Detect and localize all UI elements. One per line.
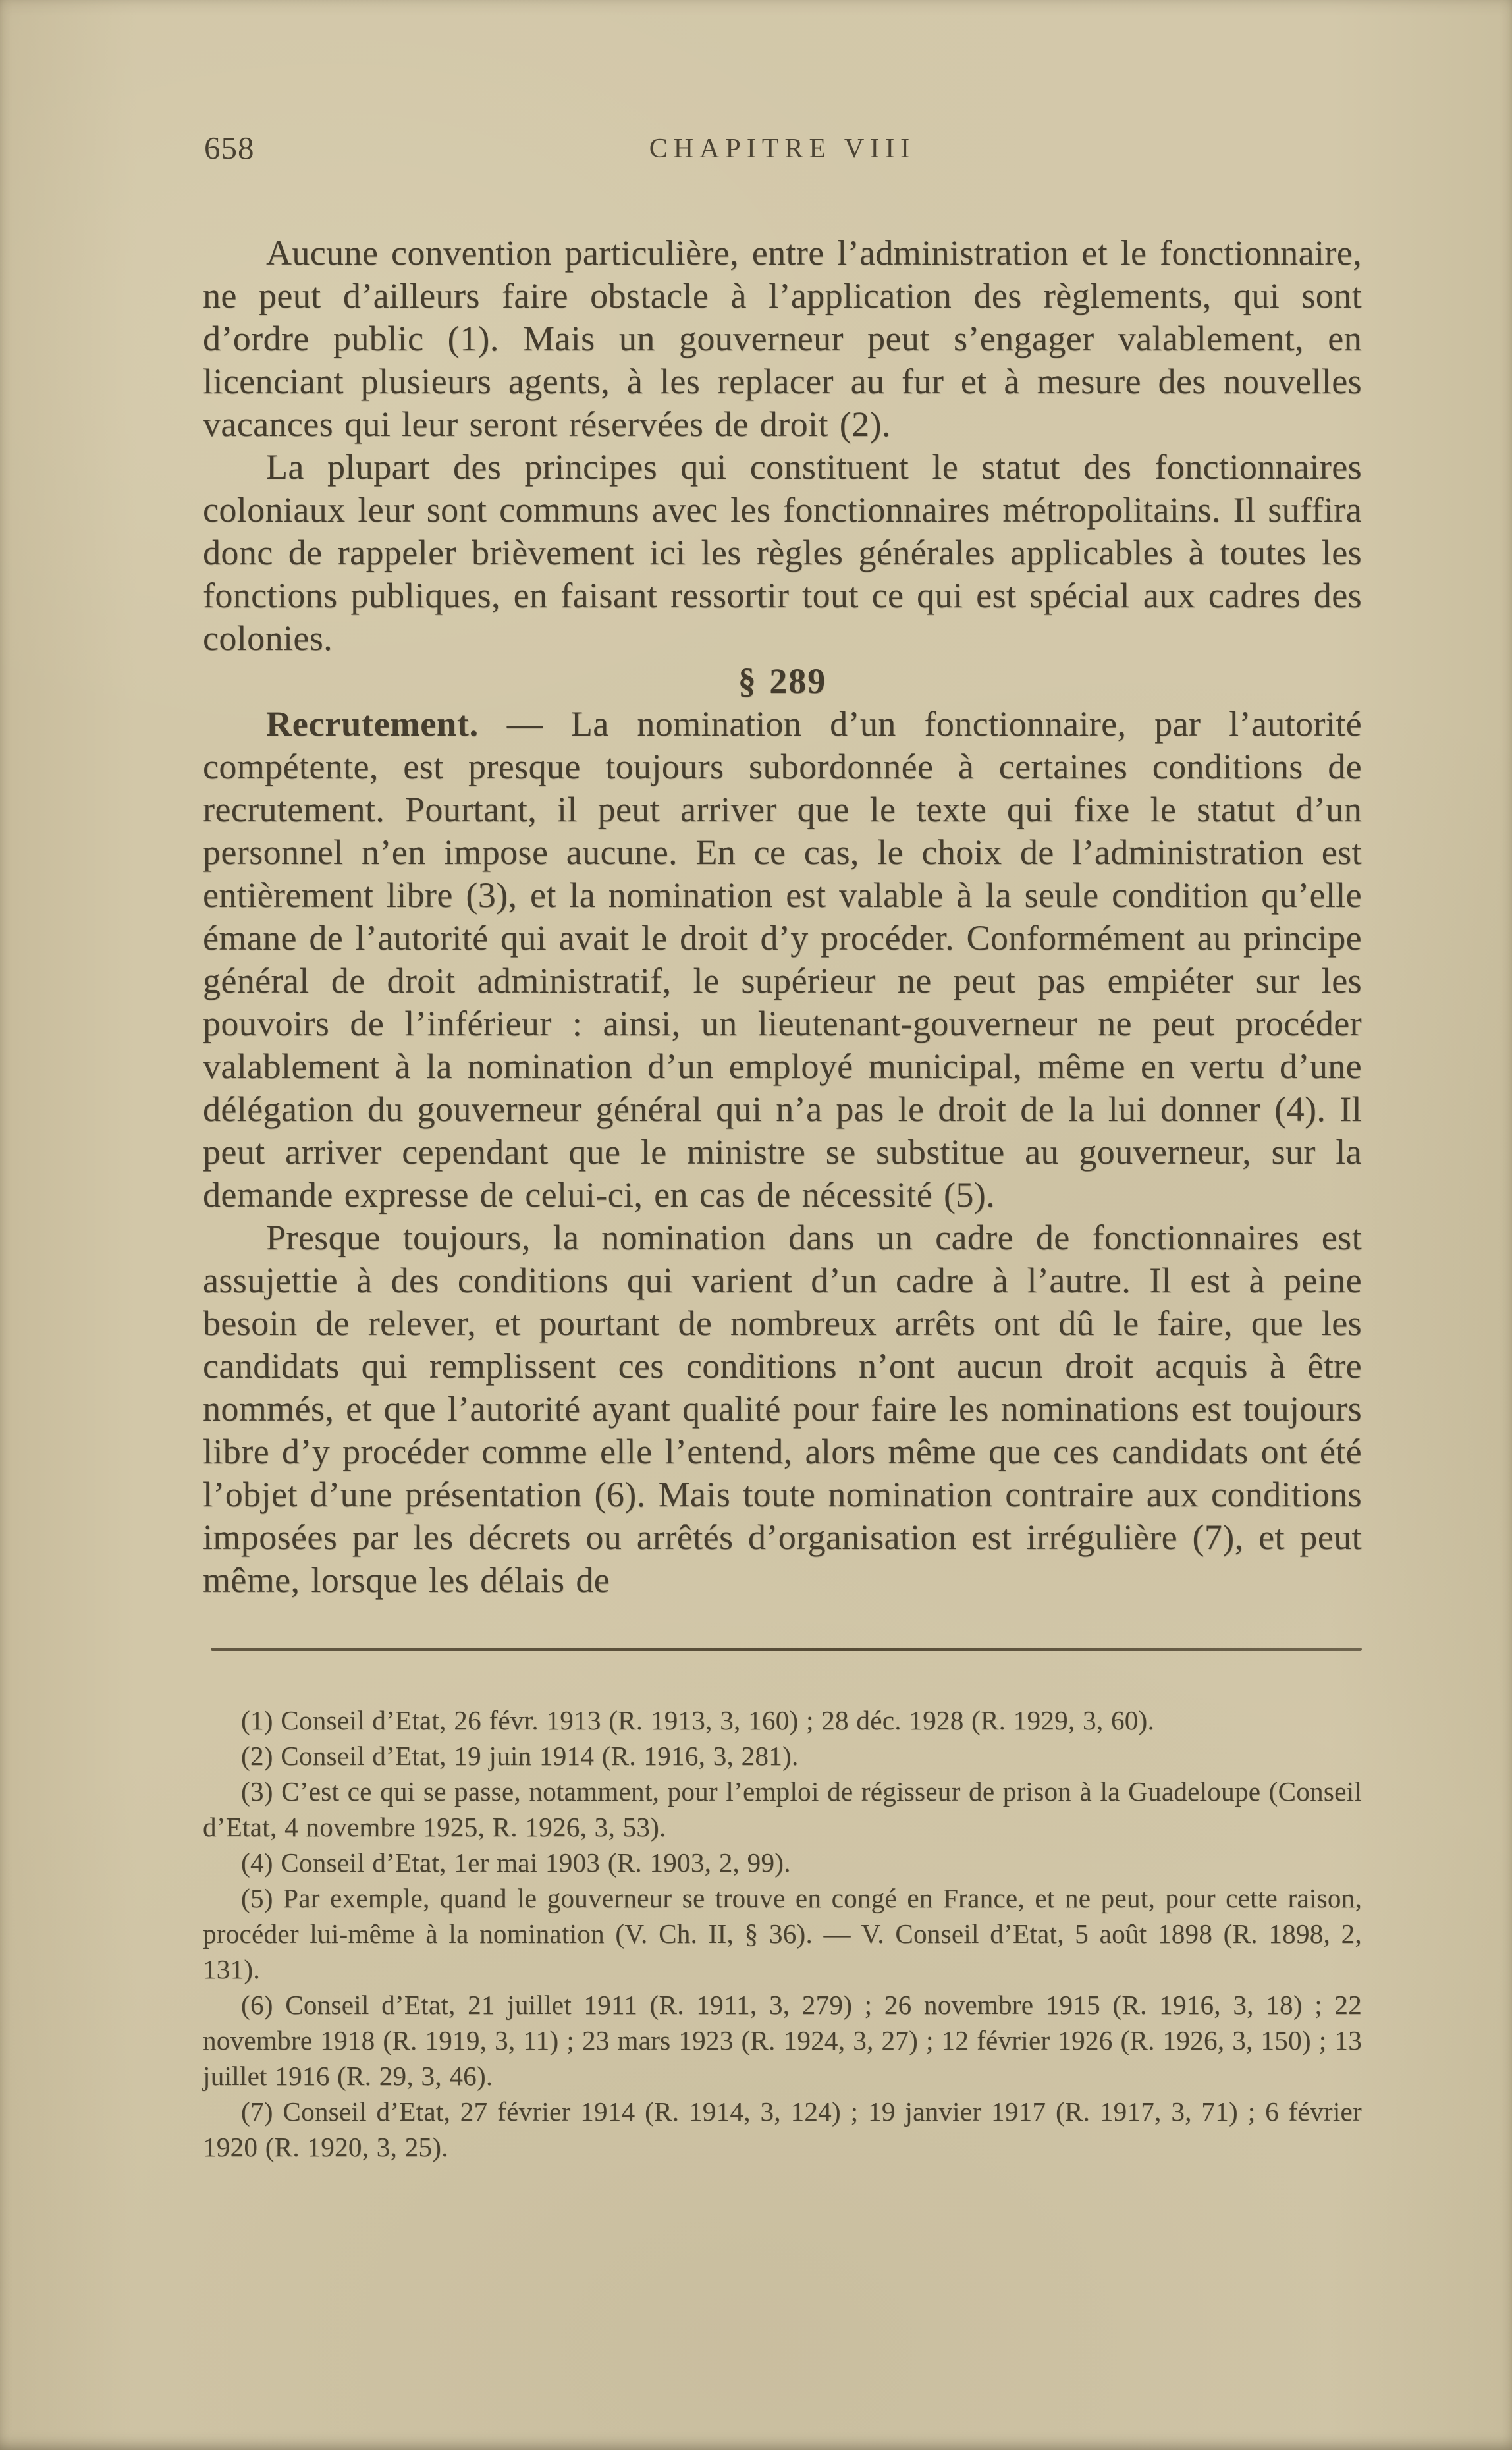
footnote: (5) Par exemple, quand le gouverneur se trouve en congé en France, et ne peut, pour cette raison, procéder lui-même à la nomination (V. Ch. II, § 36). — V. Conseil d’Etat, 5 août 1898 (R. 1898, 2, 131). xyxy=(203,1883,1362,1984)
paragraph-text: La nomination d’un fonctionnaire, par l’autorité compétente, est presque toujours subordonnée à certaines conditions de recrutement. Pourtant, il peut arriver que le texte qui fixe le statut d’un personnel n’en impose aucune. En ce cas, le choix de l’administration est entièrement libre (3), et la nomination est valable à la seule condition qu’elle émane de l’autorité qui avait le droit d’y procéder. Conformément au principe général de droit administratif, le supérieur ne peut pas empiéter sur les pouvoirs de l’inférieur : ainsi, un lieutenant-gouverneur ne peut procéder valablement à la nomination d’un employé municipal, même en vertu d’une délégation du gouverneur général qui n’a pas le droit de la lui donner (4). Il peut arriver cependant que le ministre se substitue au gouverneur, sur la demande expresse de celui-ci, en cas de nécessité (5). xyxy=(203,704,1363,1214)
footnote: (6) Conseil d’Etat, 21 juillet 1911 (R. 1911, 3, 279) ; 26 novembre 1915 (R. 1916, 3, 18) ; 22 novembre 1918 (R. 1919, 3, 11) ; 23 mars 1923 (R. 1924, 3, 27) ; 12 février 1926 (R. 1926, 3, 150) ; 13 juillet 1916 (R. 29, 3, 46). xyxy=(203,1990,1362,2091)
footnote: (3) C’est ce qui se passe, notamment, pour l’emploi de régisseur de prison à la Guadeloupe (Conseil d’Etat, 4 novembre 1925, R. 1926, 3, 53). xyxy=(203,1776,1362,1842)
body-text xyxy=(203,232,1362,1602)
paragraph: Aucune convention particulière, entre l’administration et le fonctionnaire, ne peut d’ailleurs faire obstacle à l’application des règlements, qui sont d’ordre public (1). Mais un gouverneur peut s’engager valablement, en licenciant plusieurs agents, à les replacer au fur et à mesure des nouvelles vacances qui leur seront réservées de droit (2). xyxy=(203,233,1362,444)
section-heading: § 289 xyxy=(738,661,827,701)
chapter-header: CHAPITRE VIII xyxy=(649,134,916,164)
footnotes xyxy=(203,1702,1362,2165)
running-header xyxy=(203,129,1362,171)
paragraph-lead-word: Recrutement. xyxy=(266,704,479,744)
footnote: (1) Conseil d’Etat, 26 févr. 1913 (R. 1913, 3, 160) ; 28 déc. 1928 (R. 1929, 3, 60). xyxy=(241,1705,1155,1735)
text-column xyxy=(203,129,1362,2165)
paragraph-dash: — xyxy=(478,704,571,744)
footnote: (2) Conseil d’Etat, 19 juin 1914 (R. 1916, 3, 281). xyxy=(241,1741,799,1771)
paragraph: Presque toujours, la nomination dans un cadre de fonctionnaires est assujettie à des conditions qui varient d’un cadre à l’autre. Il est à peine besoin de relever, et pourtant de nombreux arrêts ont dû le faire, que les candidats qui remplissent ces conditions n’ont aucun droit acquis à être nommés, et que l’autorité ayant qualité pour faire les nominations est toujours libre d’y procéder comme elle l’entend, alors même que ces candidats ont été l’objet d’une présentation (6). Mais toute nomination contraire aux conditions imposées par les décrets ou arrêtés d’organisation est irrégulière (7), et peut même, lorsque les délais de xyxy=(203,1218,1362,1600)
paragraph xyxy=(203,703,1362,1216)
footnote: (7) Conseil d’Etat, 27 février 1914 (R. 1914, 3, 124) ; 19 janvier 1917 (R. 1917, 3, 71) ; 6 février 1920 (R. 1920, 3, 25). xyxy=(203,2096,1362,2162)
page-number: 658 xyxy=(204,130,255,166)
footnote: (4) Conseil d’Etat, 1er mai 1903 (R. 1903, 2, 99). xyxy=(241,1847,791,1878)
paragraph: La plupart des principes qui constituent le statut des fonctionnaires coloniaux leur sont communs avec les fonctionnaires métropolitains. Il suffira donc de rappeler brièvement ici les règles générales applicables à toutes les fonctions publiques, en faisant ressortir tout ce qui est spécial aux cadres des colonies. xyxy=(203,447,1362,658)
footnote-separator-rule xyxy=(211,1648,1362,1651)
